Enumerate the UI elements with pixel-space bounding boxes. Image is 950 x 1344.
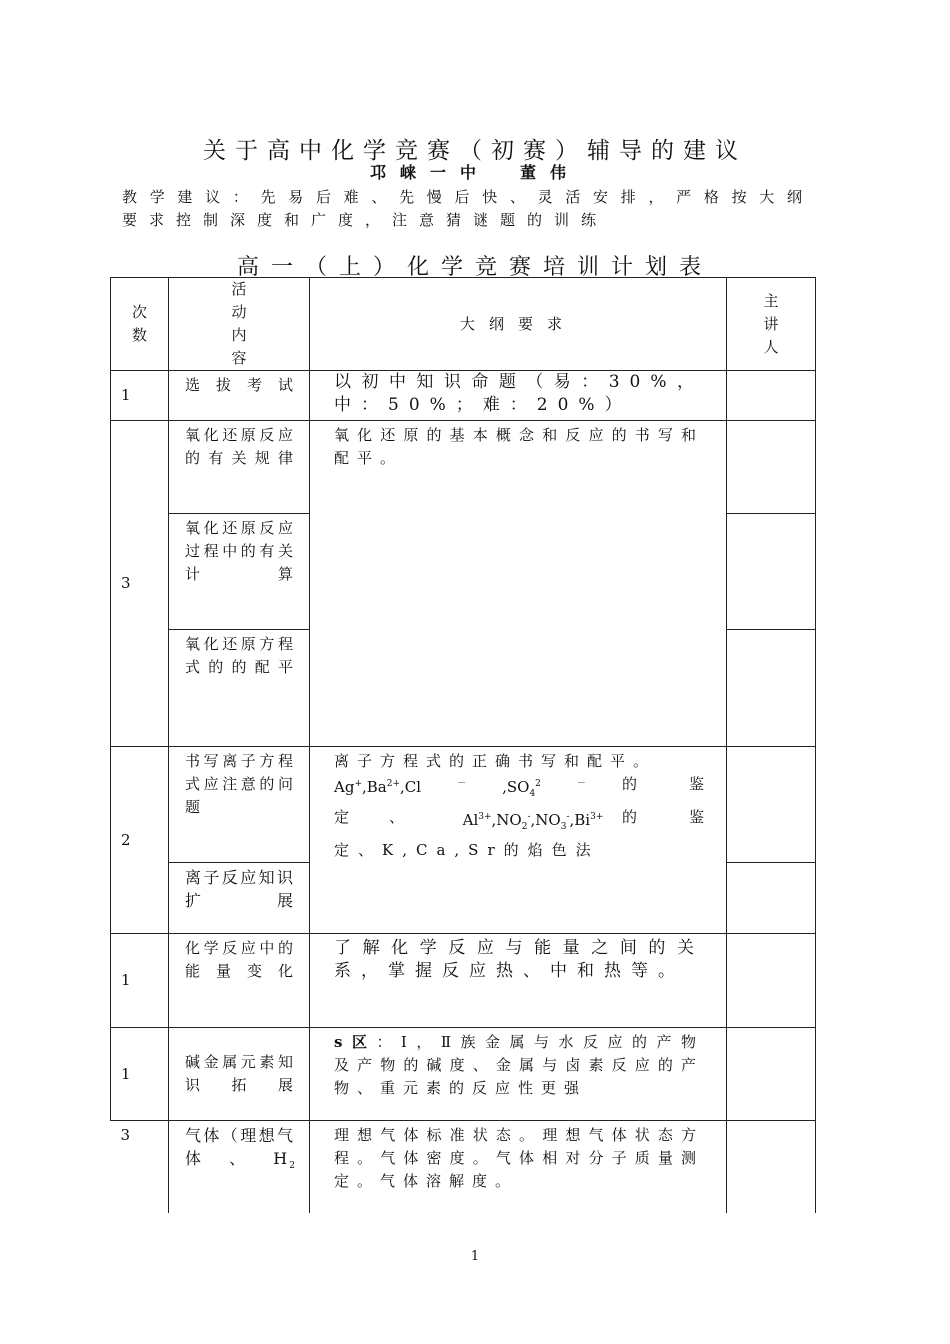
table-header-row [111,278,816,371]
row-lecturer [727,1121,816,1213]
row-activity: 碱金属元素知识拓展 [169,1028,310,1121]
row-requirement: 理想气体标准状态。理想气体状态方程。气体密度。气体相对分子质量测定。气体溶解度。 [310,1121,727,1213]
plan-title: 高一（上）化学竞赛培训计划表 [236,255,713,280]
s-block-label: s区 [334,1033,377,1051]
table-row [111,1028,816,1121]
ion-formula-line-2: 定、 $Al^{3+},NO_2^-,NO_3^-,Bi^{3+}$ 的鉴 [334,808,756,832]
row-requirement: 氧化还原的基本概念和反应的书写和配平。 [310,421,727,747]
row-count: 1 [111,371,169,421]
header-requirement: 大纲要求 [310,278,727,371]
ion-formula-line-3: 定、K,Ca,Sr的焰色法 [334,841,600,859]
row-lecturer [727,630,816,747]
row-count: 2 [111,747,169,934]
row-requirement: s区：Ⅰ，Ⅱ族金属与水反应的产物及产物的碱度、金属与卤素反应的产物、重元素的反应性更强 [310,1028,727,1121]
table-row [111,747,816,863]
row-count: 1 [111,1028,169,1121]
row-activity: 气体（理想气体、$H_2$ [169,1121,310,1213]
author-line: 邛崃一中 董伟 [369,163,580,182]
row-activity: 选拔考试 [169,371,310,421]
ion-formula-line-1: $Ag^+,Ba^{2+},Cl$ － $,SO_4^2$ － 的鉴 [334,775,756,799]
table-row [111,1121,816,1213]
table-row [111,934,816,1028]
table-row [111,421,816,514]
row-count: 3 [111,421,169,747]
row-requirement: 了解化学反应与能量之间的关系，掌握反应热、中和热等。 [310,934,727,1028]
header-activity: 活 动 内 容 [169,278,310,371]
row-activity: 化学反应中的能量变化 [169,934,310,1028]
row-activity: 氧化还原方程式的的配平 [169,630,310,747]
training-plan-table [110,277,816,1213]
page-number: 1 [470,1249,480,1264]
row-lecturer [727,863,816,934]
row-count: 1 [111,934,169,1028]
header-count: 次 数 [111,278,169,371]
header-lecturer: 主 讲 人 [727,278,816,371]
table-row [111,371,816,421]
ion-requirement-text: 离子方程式的正确书写和配平。 [334,752,657,770]
document-title: 关于高中化学竞赛（初赛）辅导的建议 [203,138,747,164]
row-lecturer [727,514,816,630]
row-lecturer [727,421,816,514]
row-lecturer [727,1028,816,1121]
row-requirement [310,747,756,934]
row-activity: 离子反应知识扩展 [169,863,310,934]
row-activity: 书写离子方程式应注意的问题 [169,747,310,863]
row-requirement: 以初中知识命题（易：30%，中：50%；难：20%） [310,371,727,421]
row-lecturer [727,934,816,1028]
row-activity: 氧化还原反应过程中的有关计算 [169,514,310,630]
row-lecturer [727,371,816,421]
row-count: 3 [111,1121,169,1213]
teaching-advice: 教学建议：先易后难、先慢后快、灵活安排，严格按大纲要求控制深度和广度，注意猜谜题的训练 [122,188,814,229]
row-activity: 氧化还原反应的有关规律 [169,421,310,514]
